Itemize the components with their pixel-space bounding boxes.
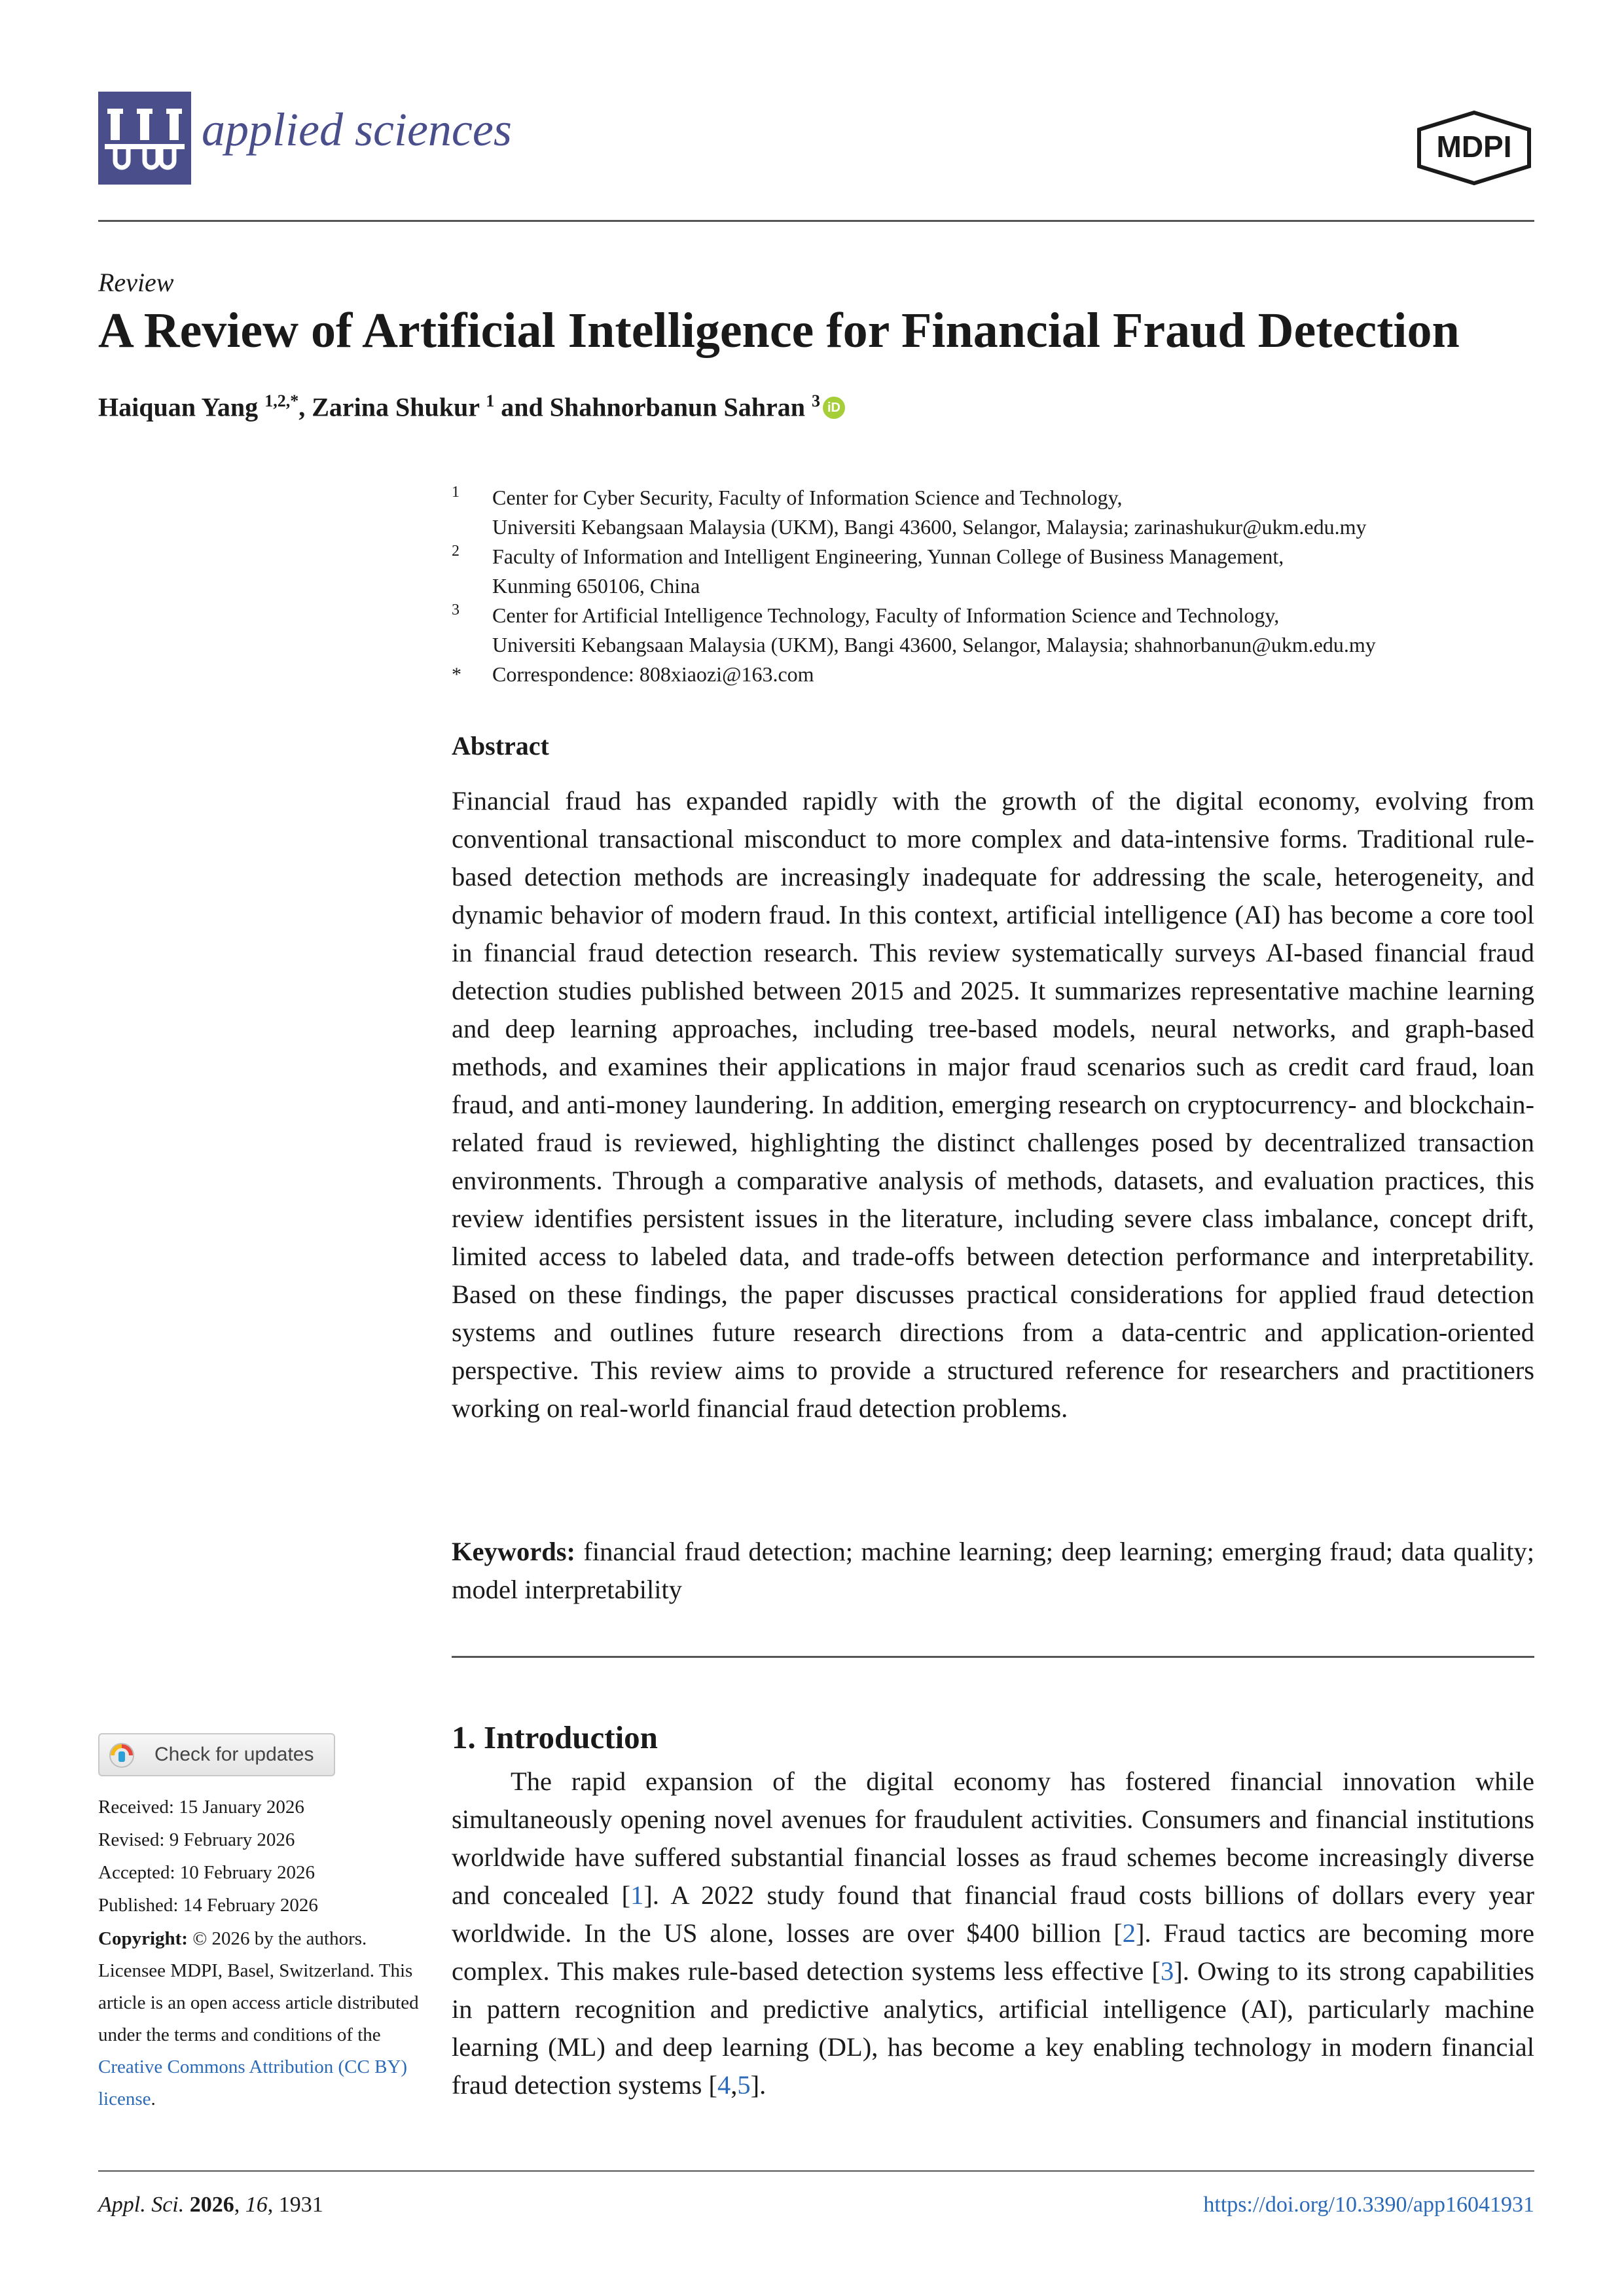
citation-link[interactable]: 2 [1122, 1918, 1136, 1948]
affiliation-marker: 2 [452, 543, 460, 560]
article-number: 1931 [278, 2193, 323, 2217]
intro-text-segment: , [731, 2070, 738, 2100]
affiliation-line: Universiti Kebangsaan Malaysia (UKM), Bangi 43600, Selangor, Malaysia; shahnorbanun@ukm.edu.my [492, 633, 1376, 656]
affiliation-item [452, 601, 1538, 660]
accepted-date: Accepted: 10 February 2026 [98, 1862, 315, 1883]
citation-volume: 16 [245, 2193, 268, 2217]
affiliation-marker: 1 [452, 484, 460, 501]
intro-text-segment: ]. [750, 2070, 767, 2100]
affiliation-marker: * [452, 664, 461, 685]
author-affiliation-marker: 1,2,* [264, 391, 299, 410]
abstract-text: Financial fraud has expanded rapidly with the growth of the digital economy, evolving from conventional transactional misconduct to more complex and data-intensive forms. Traditional rule-based detection methods are increasingly inadequate for addressing the scale, heterogeneity, and dynamic behavior of modern fraud. In this context, artificial intelligence (AI) has become a core tool in financial fraud detection research. This review systematically surveys AI-based financial fraud detection studies published between 2015 and 2025. It summarizes representative machine learning and deep learning approaches, including tree-based models, neural networks, and graph-based methods, and examines their applications in major fraud scenarios such as credit card fraud, loan fraud, and anti-money laundering. In addition, emerging research on cryptocurrency- and blockchain-related fraud is reviewed, highlighting the distinct challenges posed by decentralized transaction environments. Through a comparative analysis of methods, datasets, and evaluation practices, this review identifies persistent issues in the literature, including severe class imbalance, concept drift, limited access to labeled data, and trade-offs between detection performance and interpretability. Based on these findings, the paper discusses practical considerations for applied fraud detection systems and outlines future research directions from a data-centric and application-oriented perspective. This review aims to provide a structured reference for researchers and practitioners working on real-world financial fraud detection problems. [452, 786, 1534, 1423]
publisher-name: MDPI [1436, 130, 1512, 164]
intro-text-segment: ]. Owing to its strong capabilities in pattern recognition and predictive analytics, artificial intelligence (AI), particularly machine learning (ML) and deep learning (DL), has become a key enabling technology in modern financial fraud detection systems [ [452, 1956, 1534, 2100]
abstract-divider [452, 1656, 1534, 1658]
article-type: Review [98, 268, 174, 297]
received-date: Received: 15 January 2026 [98, 1797, 304, 1818]
citation-link[interactable]: 5 [737, 2070, 751, 2100]
introduction-paragraph [452, 1763, 1534, 2104]
license-link[interactable]: Creative Commons Attribution (CC BY) license [98, 2056, 408, 2109]
affiliation-marker: 3 [452, 601, 460, 619]
check-updates-label: Check for updates [154, 1744, 314, 1765]
article-title: A Review of Artificial Intelligence for Financial Fraud Detection [98, 303, 1460, 358]
copyright-end: . [151, 2089, 156, 2109]
affiliation-item [452, 660, 1538, 689]
copyright-text: © 2026 by the authors. Licensee MDPI, Basel, Switzerland. This article is an open access article distributed under the terms and conditions of the [98, 1928, 419, 2045]
published-date: Published: 14 February 2026 [98, 1895, 318, 1916]
author-name: Shahnorbanun Sahran [549, 392, 805, 422]
affiliation-line: Correspondence: 808xiaozi@163.com [492, 662, 814, 686]
affiliation-line: Center for Cyber Security, Faculty of Information Science and Technology, [492, 486, 1123, 509]
author-affiliation-marker: 1 [486, 391, 495, 410]
keywords [452, 1533, 1534, 1609]
affiliation-item [452, 483, 1538, 542]
citation-link[interactable]: 1 [630, 1880, 644, 1910]
affiliation-item [452, 542, 1538, 601]
footer-divider [98, 2170, 1534, 2172]
intro-text-segment: ]. Fraud tactics are becoming more complex. This makes rule-based detection systems less effective [ [452, 1918, 1534, 1986]
intro-text-segment: The rapid expansion of the digital economy has fostered financial innovation while simultaneously opening novel avenues for fraudulent activities. Consumers and financial institutions worldwide have suffered substantial financial losses as fraud schemes become increasingly diverse and concealed [ [452, 1767, 1534, 1910]
check-updates-icon [109, 1742, 135, 1768]
keywords-label: Keywords: [452, 1537, 575, 1566]
footer-citation: Appl. Sci. 2026, 16, 1931 [98, 2193, 323, 2217]
author-separator: and [494, 392, 550, 422]
publication-dates [98, 1791, 318, 1922]
author-affiliation-marker: 3 [811, 391, 820, 410]
doi-link[interactable]: https://doi.org/10.3390/app16041931 [1203, 2193, 1534, 2217]
journal-logo-icon [98, 92, 191, 185]
citation-link[interactable]: 3 [1161, 1956, 1174, 1986]
affiliation-line: Center for Artificial Intelligence Technology, Faculty of Information Science and Technology, [492, 603, 1280, 627]
section-heading-introduction: 1. Introduction [452, 1719, 658, 1755]
journal-name: applied sciences [202, 103, 512, 156]
citation-year: 2026 [189, 2193, 234, 2217]
citation-link[interactable]: 4 [717, 2070, 731, 2100]
revised-date: Revised: 9 February 2026 [98, 1829, 295, 1850]
keywords-list: financial fraud detection; machine learning; deep learning; emerging fraud; data quality; model interpretability [452, 1537, 1534, 1604]
affiliations [452, 483, 1538, 689]
affiliation-line: Faculty of Information and Intelligent Engineering, Yunnan College of Business Management, [492, 545, 1284, 568]
author-name: Zarina Shukur [312, 392, 480, 422]
affiliation-line: Kunming 650106, China [492, 574, 700, 598]
intro-text-segment: ]. A 2022 study found that financial fraud costs billions of dollars every year worldwide. In the US alone, losses are over $400 billion [ [452, 1880, 1534, 1948]
journal-abbrev: Appl. Sci. [98, 2193, 185, 2217]
author-name: Haiquan Yang [98, 392, 259, 422]
check-for-updates-button[interactable] [98, 1733, 335, 1776]
header-divider [98, 220, 1534, 222]
author-list [98, 391, 845, 422]
copyright-label: Copyright: [98, 1928, 188, 1949]
orcid-icon[interactable]: iD [823, 397, 845, 419]
affiliation-line: Universiti Kebangsaan Malaysia (UKM), Bangi 43600, Selangor, Malaysia; zarinashukur@ukm.edu.my [492, 515, 1367, 539]
author-separator: , [298, 392, 312, 422]
copyright-notice [98, 1923, 425, 2115]
abstract-heading: Abstract [452, 731, 549, 761]
publisher-logo-icon [1414, 110, 1534, 186]
